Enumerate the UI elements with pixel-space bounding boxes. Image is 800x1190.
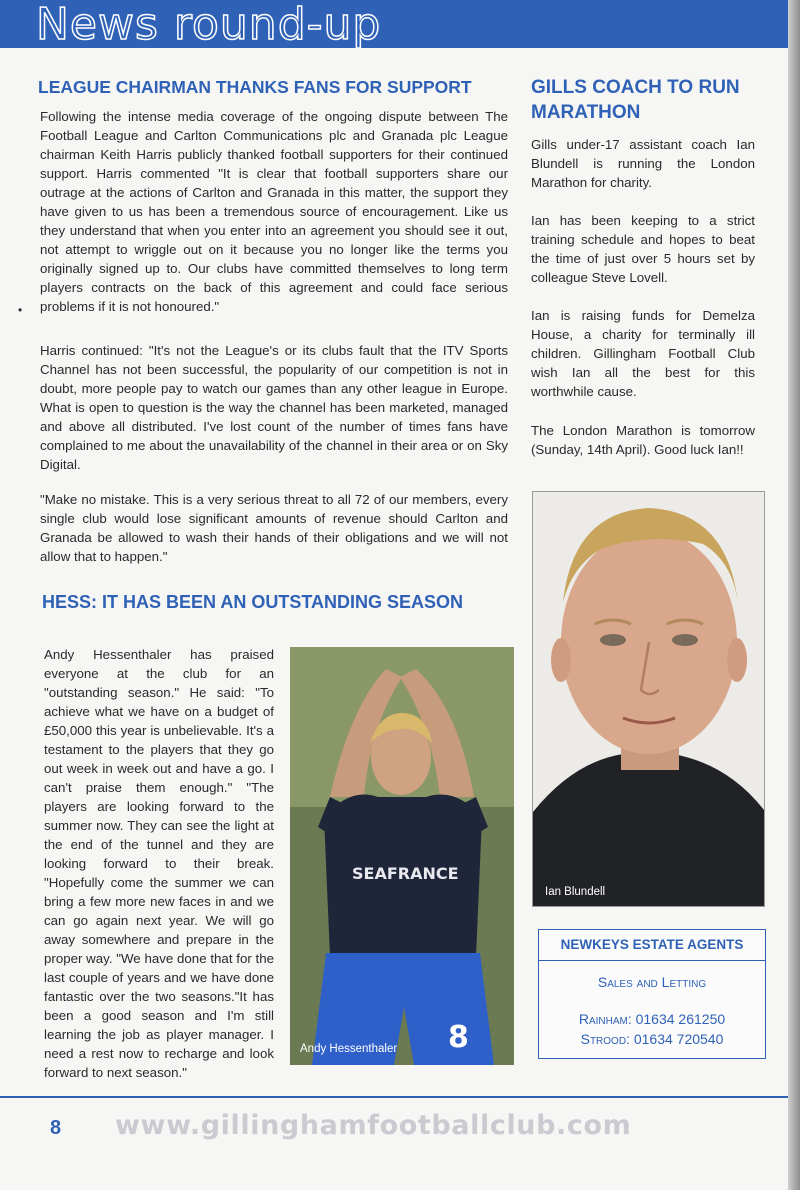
photo-caption: Andy Hessenthaler (300, 1043, 398, 1055)
article-paragraph: "Make no mistake. This is a very serious threat to all 72 of our members, every single club would lose significant amounts of revenue should Carlton and Granada be allowed to wash their hands of their obligations and we will not allow that to happen." (40, 492, 508, 564)
footer-rule (0, 1096, 788, 1098)
article-headline-league-chairman: LEAGUE CHAIRMAN THANKS FANS FOR SUPPORT (38, 77, 472, 97)
page-number: 8 (50, 1117, 62, 1139)
article-body: Andy Hessenthaler has praised everyone at the club for an "outstanding season." He said: "To achieve what we have on a budget of £50,000 this year is unbelievable. It's a testament to the players that they go out week in week out and have a go. I can't praise them enough." "The players are looking forward to the summer now. They can see the light at the end of the tunnel and they are looking forward to their break. "Hopefully come the summer we can bring a few more new faces in and we can go again next year. We will go away somewhere and prepare in the proper way. "We have done that for the last couple of years and we have done fantastic over the two seasons."It has been a good season and I'm still learning the job as player manager. I need a rest now to recharge and look forward to next season." (44, 647, 274, 1080)
club-website-url: www.gillinghamfootballclub.com (115, 1110, 632, 1141)
estate-agent-advert (538, 929, 766, 1059)
ian-blundell-photo (532, 491, 765, 907)
article-paragraph: Following the intense media coverage of the ongoing dispute between The Football League and Carlton Communications plc and Granada plc League chairman Keith Harris publicly thanked football supporters for their continued support. Harris commented "It is clear that football supporters share our outrage at the actions of Carlton and Granada in this matter, the support they have given to us has been a tremendous source of encouragement. Like us they understand that when you enter into an agreement you should see it out, not attempt to wriggle out on it because you no longer like the terms you originally signed up to. Our clubs have committed themselves to long term players contracts on the back of this agreement and could face serious problems if it is not honoured." (40, 109, 508, 314)
advert-phone-strood: Strood: 01634 720540 (580, 1031, 724, 1047)
article-headline-gills-coach: GILLS COACH TO RUN MARATHON (531, 77, 740, 123)
portrait-illustration (533, 492, 764, 906)
advert-title: NEWKEYS ESTATE AGENTS (539, 930, 765, 961)
shorts-number: 8 (448, 1020, 469, 1055)
bullet-mark: • (18, 303, 23, 317)
article-paragraph: Gills under-17 assistant coach Ian Blundell is running the London Marathon for charity. (531, 137, 755, 190)
advert-services: Sales and Letting (597, 974, 707, 990)
article-paragraph: Ian is raising funds for Demelza House, a charity for terminally ill children. Gillingham Football Club wish Ian all the best for this worthwhile cause. (531, 308, 755, 399)
article-headline-hess: HESS: IT HAS BEEN AN OUTSTANDING SEASON (42, 592, 464, 612)
player-illustration (290, 647, 514, 1065)
photo-caption: Ian Blundell (545, 886, 606, 898)
shirt-sponsor: SEAFRANCE (352, 864, 459, 883)
advert-phone-rainham: Rainham: 01634 261250 (578, 1011, 726, 1027)
article-paragraph: The London Marathon is tomorrow (Sunday, 14th April). Good luck Ian!! (531, 423, 755, 457)
section-title: News round-up (36, 0, 382, 50)
article-paragraph: Harris continued: "It's not the League's or its clubs fault that the ITV Sports Channel has not been successful, the popularity of our competition is not in doubt, more people pay to watch our games than any other league in Europe. What is open to question is the way the channel has been marketed, managed and above all distributed. I've lost count of the number of times fans have complained to me about the unavailability of the channel in their area or on Sky Digital. (40, 343, 508, 472)
page-spine-shadow (788, 0, 800, 1190)
article-paragraph: Ian has been keeping to a strict training schedule and hopes to beat the time of just over 5 hours set by colleague Steve Lovell. (531, 213, 755, 285)
andy-hessenthaler-photo (290, 647, 514, 1065)
